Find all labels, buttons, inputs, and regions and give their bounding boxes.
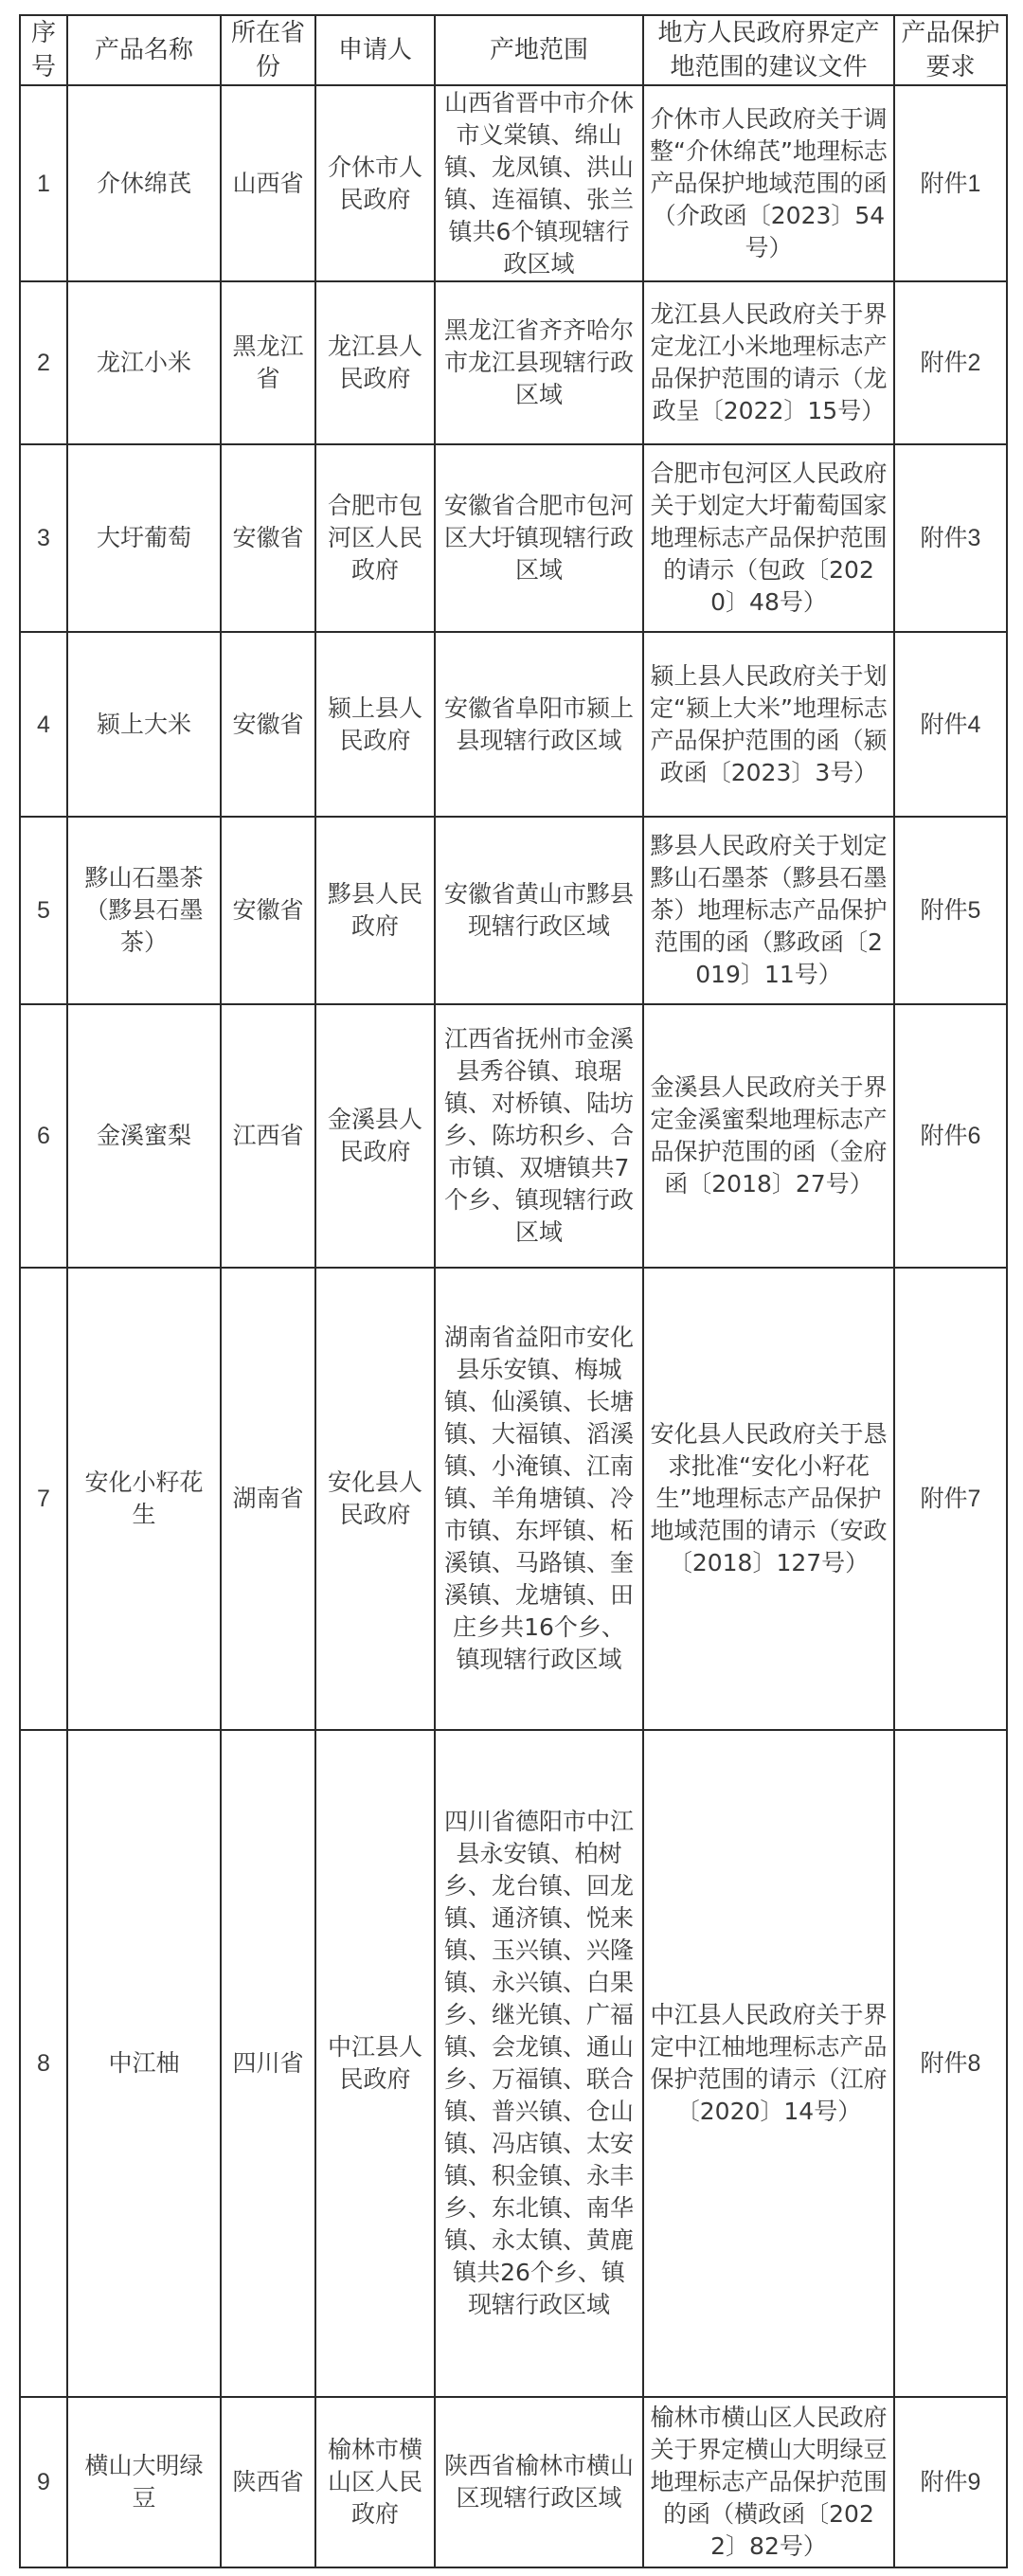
cell-province: 安徽省 — [221, 632, 315, 817]
cell-province: 陕西省 — [221, 2397, 315, 2567]
table-row — [20, 281, 1007, 444]
table-row — [20, 85, 1007, 281]
cell-applicant: 中江县人民政府 — [315, 1730, 435, 2397]
cell-province: 山西省 — [221, 85, 315, 281]
cell-production-area: 安徽省阜阳市颍上县现辖行政区域 — [435, 632, 643, 817]
cell-production-area: 山西省晋中市介休市义棠镇、绵山镇、龙凤镇、洪山镇、连福镇、张兰镇共6个镇现辖行政区域 — [435, 85, 643, 281]
cell-proposal-document: 介休市人民政府关于调整“介休绵芪”地理标志产品保护地域范围的函（介政函〔2023〕54号） — [643, 85, 894, 281]
cell-proposal-document: 黟县人民政府关于划定黟山石墨茶（黟县石墨茶）地理标志产品保护范围的函（黟政函〔2019〕11号） — [643, 817, 894, 1004]
table-row — [20, 2397, 1007, 2567]
cell-protection-requirements: 附件4 — [894, 632, 1007, 817]
cell-proposal-document: 安化县人民政府关于恳求批准“安化小籽花生”地理标志产品保护地域范围的请示（安政〔2018〕127号） — [643, 1268, 894, 1730]
table-row — [20, 1268, 1007, 1730]
cell-applicant: 金溪县人民政府 — [315, 1004, 435, 1268]
cell-production-area: 江西省抚州市金溪县秀谷镇、琅琚镇、对桥镇、陆坊乡、陈坊积乡、合市镇、双塘镇共7个乡、镇现辖行政区域 — [435, 1004, 643, 1268]
cell-applicant: 龙江县人民政府 — [315, 281, 435, 444]
cell-proposal-document: 合肥市包河区人民政府关于划定大圩葡萄国家地理标志产品保护范围的请示（包政〔2020〕48号） — [643, 444, 894, 632]
cell-applicant: 介休市人民政府 — [315, 85, 435, 281]
cell-product-name: 横山大明绿豆 — [67, 2397, 221, 2567]
table-header-row — [20, 15, 1007, 85]
cell-product-name: 龙江小米 — [67, 281, 221, 444]
cell-province: 安徽省 — [221, 817, 315, 1004]
header-protection-requirements: 产品保护要求 — [894, 15, 1007, 85]
cell-index: 3 — [20, 444, 67, 632]
cell-proposal-document: 颍上县人民政府关于划定“颍上大米”地理标志产品保护范围的函（颍政函〔2023〕3号） — [643, 632, 894, 817]
cell-protection-requirements: 附件2 — [894, 281, 1007, 444]
cell-protection-requirements: 附件9 — [894, 2397, 1007, 2567]
cell-province: 四川省 — [221, 1730, 315, 2397]
table-row — [20, 817, 1007, 1004]
cell-proposal-document: 中江县人民政府关于界定中江柚地理标志产品保护范围的请示（江府〔2020〕14号） — [643, 1730, 894, 2397]
cell-index: 5 — [20, 817, 67, 1004]
header-product-name: 产品名称 — [67, 15, 221, 85]
cell-production-area: 安徽省合肥市包河区大圩镇现辖行政区域 — [435, 444, 643, 632]
cell-protection-requirements: 附件1 — [894, 85, 1007, 281]
cell-product-name: 颍上大米 — [67, 632, 221, 817]
cell-index: 1 — [20, 85, 67, 281]
cell-production-area: 陕西省榆林市横山区现辖行政区域 — [435, 2397, 643, 2567]
cell-production-area: 湖南省益阳市安化县乐安镇、梅城镇、仙溪镇、长塘镇、大福镇、滔溪镇、小淹镇、江南镇、羊角塘镇、冷市镇、东坪镇、柘溪镇、马路镇、奎溪镇、龙塘镇、田庄乡共16个乡、镇现辖行政区域 — [435, 1268, 643, 1730]
cell-production-area: 四川省德阳市中江县永安镇、柏树乡、龙台镇、回龙镇、通济镇、悦来镇、玉兴镇、兴隆镇、永兴镇、白果乡、继光镇、广福镇、会龙镇、通山乡、万福镇、联合镇、普兴镇、仓山镇、冯店镇、太安镇、积金镇、永丰乡、东北镇、南华镇、永太镇、黄鹿镇共26个乡、镇现辖行政区域 — [435, 1730, 643, 2397]
cell-product-name: 黟山石墨茶（黟县石墨茶） — [67, 817, 221, 1004]
table-row — [20, 1730, 1007, 2397]
cell-production-area: 黑龙江省齐齐哈尔市龙江县现辖行政区域 — [435, 281, 643, 444]
cell-protection-requirements: 附件7 — [894, 1268, 1007, 1730]
cell-province: 江西省 — [221, 1004, 315, 1268]
geographical-indication-table — [19, 14, 1008, 2568]
cell-protection-requirements: 附件3 — [894, 444, 1007, 632]
cell-production-area: 安徽省黄山市黟县现辖行政区域 — [435, 817, 643, 1004]
cell-proposal-document: 金溪县人民政府关于界定金溪蜜梨地理标志产品保护范围的函（金府函〔2018〕27号） — [643, 1004, 894, 1268]
cell-applicant: 榆林市横山区人民政府 — [315, 2397, 435, 2567]
cell-product-name: 中江柚 — [67, 1730, 221, 2397]
cell-applicant: 安化县人民政府 — [315, 1268, 435, 1730]
cell-applicant: 合肥市包河区人民政府 — [315, 444, 435, 632]
cell-applicant: 黟县人民政府 — [315, 817, 435, 1004]
cell-province: 安徽省 — [221, 444, 315, 632]
header-province: 所在省份 — [221, 15, 315, 85]
cell-protection-requirements: 附件8 — [894, 1730, 1007, 2397]
cell-protection-requirements: 附件5 — [894, 817, 1007, 1004]
header-applicant: 申请人 — [315, 15, 435, 85]
cell-protection-requirements: 附件6 — [894, 1004, 1007, 1268]
cell-province: 湖南省 — [221, 1268, 315, 1730]
cell-product-name: 介休绵芪 — [67, 85, 221, 281]
cell-applicant: 颍上县人民政府 — [315, 632, 435, 817]
header-proposal-document: 地方人民政府界定产地范围的建议文件 — [643, 15, 894, 85]
cell-index: 2 — [20, 281, 67, 444]
cell-proposal-document: 榆林市横山区人民政府关于界定横山大明绿豆地理标志产品保护范围的函（横政函〔2022〕82号） — [643, 2397, 894, 2567]
cell-product-name: 大圩葡萄 — [67, 444, 221, 632]
cell-proposal-document: 龙江县人民政府关于界定龙江小米地理标志产品保护范围的请示（龙政呈〔2022〕15号） — [643, 281, 894, 444]
table-row — [20, 1004, 1007, 1268]
cell-index: 4 — [20, 632, 67, 817]
cell-product-name: 安化小籽花生 — [67, 1268, 221, 1730]
cell-index: 7 — [20, 1268, 67, 1730]
cell-index: 6 — [20, 1004, 67, 1268]
header-production-area: 产地范围 — [435, 15, 643, 85]
cell-index: 9 — [20, 2397, 67, 2567]
table-row — [20, 444, 1007, 632]
cell-province: 黑龙江省 — [221, 281, 315, 444]
cell-index: 8 — [20, 1730, 67, 2397]
header-index: 序号 — [20, 15, 67, 85]
table-row — [20, 632, 1007, 817]
cell-product-name: 金溪蜜梨 — [67, 1004, 221, 1268]
